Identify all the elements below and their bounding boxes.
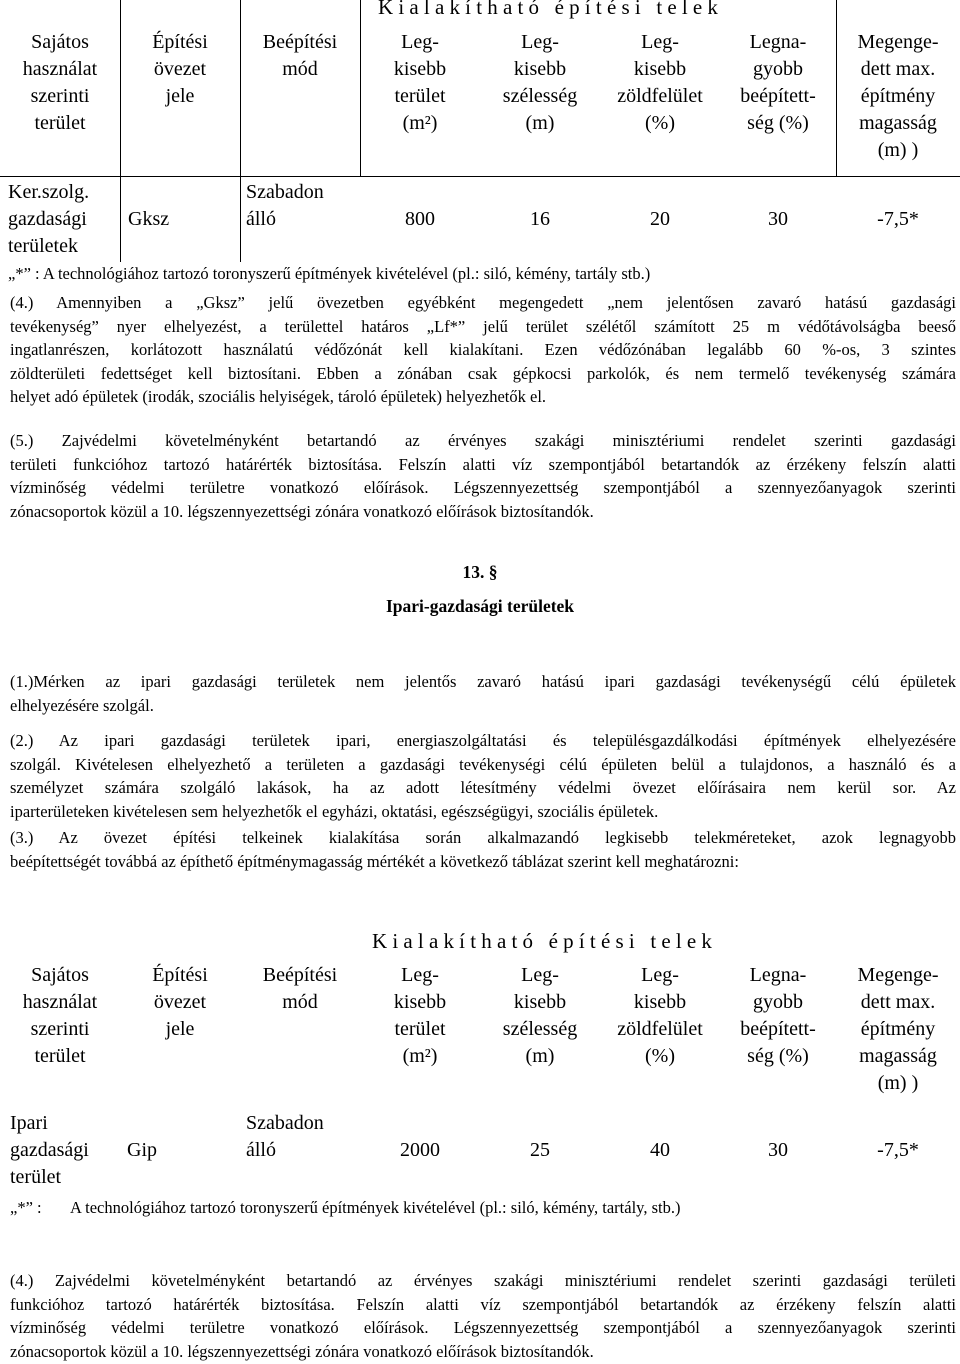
paragraph-line: iparterületeken kivételesen sem helyezhetők el egyházi, oktatási, egészségügyi, szociális épületek.	[10, 801, 659, 821]
header-mode: Beépítési mód	[262, 964, 338, 1013]
table-group-header: Kialakítható építési telek	[372, 929, 718, 953]
row-mode: Szabadon álló	[246, 181, 324, 230]
paragraph-line: zónacsoportok közül a 10. légszennyezettségi zónára vonatkozó előírások biztosítandók.	[10, 501, 594, 521]
row-min-area: 2000	[400, 1139, 440, 1161]
header-max-built: Legna- gyobb beépített- ség (%)	[740, 964, 816, 1067]
section-number: 13. §	[462, 562, 498, 582]
header-use: Sajátos használat szerinti terület	[22, 31, 98, 134]
header-divider	[0, 176, 960, 177]
row-max-height: -7,5*	[877, 1139, 919, 1161]
row-zone: Gip	[127, 1139, 157, 1161]
paragraph-line: beépítettségét továbbá az építhető építménymagasság mértékét a következő táblázat szerint kell meghatározni:	[10, 851, 739, 871]
header-zone: Építési övezet jele	[152, 31, 208, 107]
paragraph-line: (5.) Zajvédelmi követelményként betartandó az érvényes szakági minisztériumi rendelet szerinti gazdasági	[10, 431, 956, 450]
paragraph-line: zónacsoportok közül a 10. légszennyezettségi zónára vonatkozó előírások biztosítandók.	[10, 1341, 594, 1361]
header-min-green: Leg- kisebb zöldfelület (%)	[617, 31, 703, 134]
row-zone: Gksz	[128, 208, 170, 230]
paragraph-line: zöldterületi fedettséget kell biztosítani. Ebben a zónában csak gépkocsi parkolók, és nem termelő tevékenység számára	[10, 363, 956, 383]
row-min-green: 40	[650, 1139, 670, 1161]
row-min-width: 25	[530, 1139, 550, 1161]
header-max-height: Megenge- dett max. építmény magasság (m) )	[857, 964, 939, 1094]
row-min-area: 800	[405, 208, 435, 230]
table-footnote: „*” : A technológiához tartozó toronyszerű építmények kivételével (pl.: siló, kémény, tartály stb.)	[8, 264, 651, 283]
header-min-width: Leg- kisebb szélesség (m)	[502, 964, 578, 1067]
header-max-built: Legna- gyobb beépített- ség (%)	[740, 31, 816, 134]
row-max-height: -7,5*	[877, 208, 919, 230]
paragraph-line: (4.) Zajvédelmi követelményként betartandó az érvényes szakági minisztériumi rendelet szerinti gazdasági területi	[10, 1271, 956, 1290]
paragraph-line: ingatlanrészen, korlátozott használatú védőzónát kell kialakítani. Ezen védőzónában legalább 60 %-os, 3 szintes	[10, 340, 956, 359]
table-footnote-mark: „*” :	[10, 1198, 42, 1217]
table-group-header: Kialakítható építési telek	[378, 0, 724, 19]
header-use: Sajátos használat szerinti terület	[22, 964, 98, 1067]
row-min-width: 16	[530, 208, 550, 230]
paragraph-line: (1.)Mérken az ipari gazdasági területek nem jelentős zavaró hatású ipari gazdasági tevékenységű célú épületek	[10, 672, 956, 691]
section13-paragraph-4	[10, 1269, 956, 1363]
paragraph-line: vízminőség védelmi területre vonatkozó előírások. Légszennyezettség szempontjából a szennyezőanyagok szerinti	[10, 1318, 956, 1337]
paragraph-line: szolgál. Kivételesen elhelyezhető a területen a gazdasági tevékenységi célú épületen belül a tulajdonos, a használó és a	[10, 754, 956, 774]
section13-paragraph-3	[10, 826, 956, 873]
section13-paragraph-1	[10, 670, 956, 717]
paragraph-4	[10, 291, 956, 409]
paragraph-line: helyet adó épületek (irodák, szociális helyiségek, tároló épületek) helyezhetők el.	[10, 387, 547, 406]
section-title: Ipari-gazdasági területek	[385, 596, 575, 616]
paragraph-line: vízminőség védelmi területre vonatkozó előírások. Légszennyezettség szempontjából a szennyezőanyagok szerinti	[10, 478, 956, 497]
header-min-area: Leg- kisebb terület (m²)	[393, 964, 447, 1067]
paragraph-line: tevékenység” nyer elhelyezést, a területtel határos „Lf*” jelű terület szélétől számított 25 m védőtávolságba beeső	[10, 316, 956, 336]
row-use: Ipari gazdasági terület	[10, 1112, 89, 1188]
header-max-height: Megenge- dett max. építmény magasság (m) )	[857, 31, 939, 161]
row-min-green: 20	[650, 208, 670, 230]
paragraph-line: funkcióhoz tartozó határérték biztosítása. Felszín alatti víz szempontjából betartandók az érzékeny felszín alatti	[10, 1294, 956, 1314]
paragraph-line: területi funkcióhoz tartozó határérték biztosítása. Felszín alatti víz szempontjából betartandók az érzékeny felszín alatti	[10, 454, 956, 474]
row-max-built: 30	[768, 1139, 788, 1161]
paragraph-line: (3.) Az övezet építési telkeinek kialakítása során alkalmazandó legkisebb telekméreteket, azok legnagyobb	[10, 828, 956, 847]
row-max-built: 30	[768, 208, 788, 230]
table-footnote: A technológiához tartozó toronyszerű építmények kivételével (pl.: siló, kémény, tartály, stb.)	[70, 1198, 681, 1217]
row-mode: Szabadon álló	[246, 1112, 324, 1161]
paragraph-line: személyzet számára szolgáló lakások, ha az adott létesítmény védelmi övezet előírásaira nem kerül sor. Az	[10, 778, 956, 797]
paragraph-line: elhelyezésére szolgál.	[10, 695, 154, 715]
header-zone: Építési övezet jele	[152, 964, 208, 1040]
row-use: Ker.szolg. gazdasági területek	[8, 181, 90, 257]
paragraph-line: (4.) Amennyiben a „Gksz” jelű övezetben egyébként megengedett „nem jelentősen zavaró hatású gazdasági	[10, 293, 956, 312]
header-mode: Beépítési mód	[262, 31, 338, 80]
paragraph-line: (2.) Az ipari gazdasági területek ipari, energiaszolgáltatási és településgazdálkodási építmények elhelyezésére	[10, 731, 956, 750]
header-min-green: Leg- kisebb zöldfelület (%)	[617, 964, 703, 1067]
header-min-width: Leg- kisebb szélesség (m)	[502, 31, 578, 134]
header-min-area: Leg- kisebb terület (m²)	[393, 31, 447, 134]
paragraph-5	[10, 429, 956, 523]
section13-paragraph-2	[10, 729, 956, 823]
